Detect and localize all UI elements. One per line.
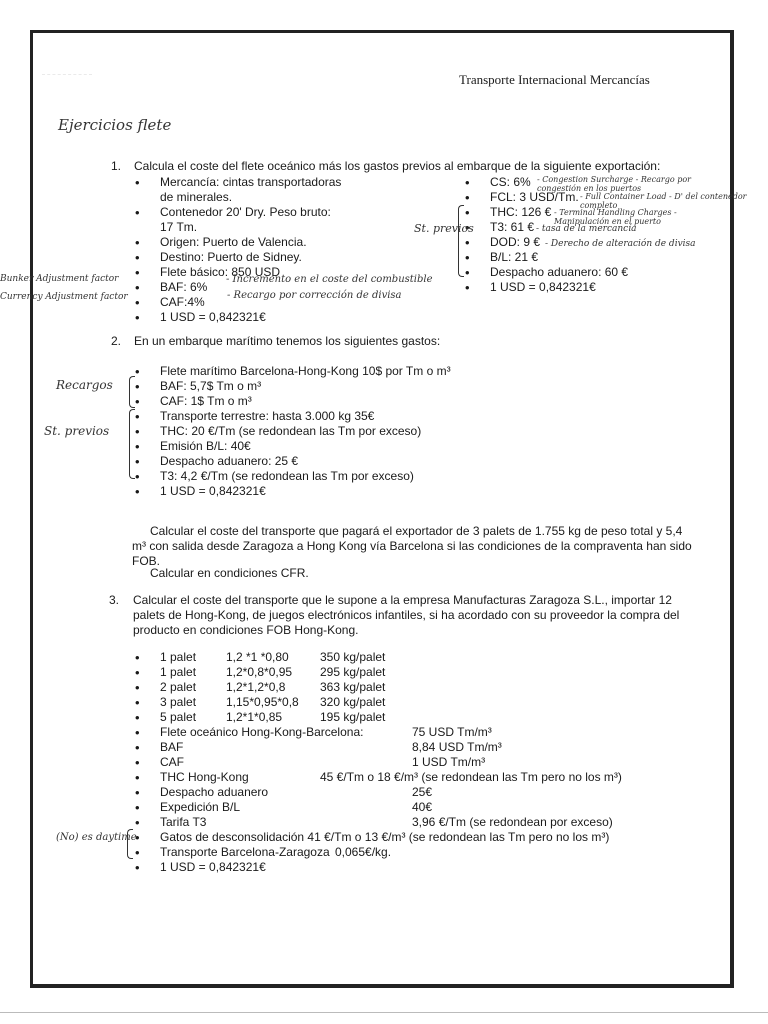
handwritten-dod-desc: - Derecho de alteración de divisa [545,239,696,249]
pallet-cell: 1,2 *1 *0,80 [226,650,289,664]
exercise-1-title: Calcula el coste del flete oceánico más los gastos previos al embarque de la siguiente exportación: [134,159,661,173]
handwritten-caf-desc: - Recargo por corrección de divisa [227,290,402,301]
pallet-cell: • 2 palet [160,680,197,694]
exercise-2-item: • Despacho aduanero: 25 € [135,454,555,469]
exercise-2-item: • THC: 20 €/Tm (se redondean las Tm por exceso) [135,424,555,439]
exercise-2-paragraph: Calcular el coste del transporte que pagará el exportador de 3 palets de 1.755 kg de peso total y 5,4 m³ con salida desde Zaragoza a Hong Kong vía Barcelona si las condiciones de la compraventa han sido FOB. [132,524,692,568]
exercise-1-right-item: • THC: 126 € [465,205,725,220]
cost-value: 75 USD Tm/m³ [412,725,492,739]
cost-value: 8,84 USD Tm/m³ [412,740,502,754]
pallet-cell: 195 kg/palet [320,710,386,724]
pallet-row [135,695,455,710]
cost-row [135,815,705,830]
pallet-cell: 363 kg/palet [320,680,386,694]
handwritten-cs-desc: - Congestion Surcharge - Recargo por congestión en los puertos [537,175,691,193]
cost-label: BAF [160,740,184,754]
bracket-st-previos-1 [458,205,464,277]
handwritten-caf-note: Currency Adjustment factor [0,292,128,302]
pallet-cell: • 3 palet [160,695,197,709]
handwritten-st-previos-1: St. previos [414,222,474,235]
exercise-2-item: • Transporte terrestre: hasta 3.000 kg 35€ [135,409,555,424]
handwritten-thc-desc: - Terminal Handling Charges - Manipulación en el puerto [554,208,677,226]
exercise-2-title: En un embarque marítimo tenemos los siguientes gastos: [134,334,441,348]
bracket-recargos [129,376,135,408]
exercise-2-item: • 1 USD = 0,842321€ [135,484,555,499]
handwritten-baf-note: Bunker Adjustment factor [0,274,119,284]
handwritten-recargos: Recargos [56,378,113,392]
cost-value: 3,96 €/Tm (se redondean por exceso) [412,815,613,829]
exercise-3-number: 3. [109,593,120,607]
exercise-2-item: • BAF: 5,7$ Tm o m³ [135,379,555,394]
pallet-cell: 1,2*1,2*0,8 [226,680,286,694]
pallet-cell: 1,2*1*0,85 [226,710,283,724]
pallet-row [135,665,455,680]
exercise-1-left-item: • Origen: Puerto de Valencia. [135,235,435,250]
cost-row [135,770,705,785]
pallet-row [135,710,455,725]
cost-label: Despacho aduanero [160,785,269,799]
cost-row [135,785,705,800]
cost-label: Gatos de desconsolidación 41 €/Tm o 13 €/m³ (se redondean las Tm pero no los m³) [160,830,610,844]
cost-label: Transporte Barcelona-Zaragoza [160,845,330,859]
faint-mark [42,64,92,75]
exercise-1-left-item: • Mercancía: cintas transportadoras de minerales. [135,175,435,205]
exercise-1-left-item: • Contenedor 20' Dry. Peso bruto: 17 Tm. [135,205,435,235]
exercise-1-left-list [135,175,435,325]
exercise-1-left-item: • Flete básico: 850 USD [135,265,435,280]
pallet-cell: 295 kg/palet [320,665,386,679]
handwritten-st-previos-2: St. previos [44,424,110,438]
cost-label: Tarifa T3 [160,815,207,829]
handwritten-title: Ejercicios flete [58,116,172,134]
pallet-cell: 1,2*0,8*0,95 [226,665,293,679]
exercise-1-left-item: • CAF:4% [135,295,435,310]
cost-row [135,800,705,815]
handwritten-baf-desc: - Incremento en el coste del combustible [226,274,433,285]
exercise-2-list [135,364,555,499]
handwritten-t3-desc: - tasa de la mercancía [536,224,637,234]
exercise-1-left-item: • Destino: Puerto de Sidney. [135,250,435,265]
pallet-cell: • 5 palet [160,710,197,724]
cost-value: 1 USD Tm/m³ [412,755,486,769]
exercise-1-number: 1. [111,159,122,173]
exercise-1-left-item: • BAF: 6% [135,280,435,295]
cost-label: THC Hong-Kong [160,770,249,784]
exercise-1-right-item: • FCL: 3 USD/Tm. [465,190,725,205]
cost-value: 25€ [412,785,433,799]
page-header: Transporte Internacional Mercancías [459,72,650,87]
pallet-row [135,650,455,665]
exercise-2-item: • CAF: 1$ Tm o m³ [135,394,555,409]
exercise-1-right-item: • B/L: 21 € [465,250,725,265]
exercise-2-item: • Emisión B/L: 40€ [135,439,555,454]
pallet-cell: • 1 palet [160,650,197,664]
handwritten-fcl-desc: - Full Container Load - D' del contenedor completo [580,192,747,210]
exercise-1-right-item: • 1 USD = 0,842321€ [465,280,725,295]
pallet-cell: 1,15*0,95*0,8 [226,695,299,709]
cost-value: 40€ [412,800,433,814]
pallet-cell: • 1 palet [160,665,197,679]
exercise-3-title: Calcular el coste del transporte que le supone a la empresa Manufacturas Zaragoza S.L., importar 12 palets de Hong-Kong, de juegos electrónicos infantiles, si ha acordado con su proveedor la compra del producto en condiciones FOB Hong-Kong. [133,593,680,637]
pallet-row [135,680,455,695]
cost-label: Flete oceánico Hong-Kong-Barcelona: [160,725,364,739]
exercise-3-pallets-list [135,650,455,725]
bracket-st-previos-2 [129,409,135,479]
pallet-cell: 320 kg/palet [320,695,386,709]
cost-row [135,845,705,860]
cost-value: 45 €/Tm o 18 €/m³ (se redondean las Tm pero no los m³) [320,770,622,784]
cost-row [135,755,705,770]
cost-row [135,830,705,845]
cost-label: Expedición B/L [160,800,241,814]
exercise-2-item: • Flete marítimo Barcelona-Hong-Kong 10$ por Tm o m³ [135,364,555,379]
bottom-line [0,1012,768,1013]
cost-row [135,725,705,740]
exercise-3-costs-list [135,725,705,875]
cost-row [135,860,705,875]
handwritten-ex3-note: (No) es daytime [56,832,137,843]
exercise-2-paragraph-cfr: Calcular en condiciones CFR. [150,566,309,580]
exercise-1-left-item: • 1 USD = 0,842321€ [135,310,435,325]
exercise-1-right-item: • DOD: 9 € [465,235,725,250]
cost-value: 0,065€/kg. [335,845,392,859]
exercise-1-right-item: • Despacho aduanero: 60 € [465,265,725,280]
exercise-2-item: • T3: 4,2 €/Tm (se redondean las Tm por exceso) [135,469,555,484]
exercise-2-number: 2. [111,334,122,348]
pallet-cell: 350 kg/palet [320,650,386,664]
exercise-1-right-item: • CS: 6% [465,175,725,190]
cost-label: 1 USD = 0,842321€ [160,860,266,874]
exercise-1-right-item: • T3: 61 € [465,220,725,235]
cost-row [135,740,705,755]
cost-label: CAF [160,755,184,769]
